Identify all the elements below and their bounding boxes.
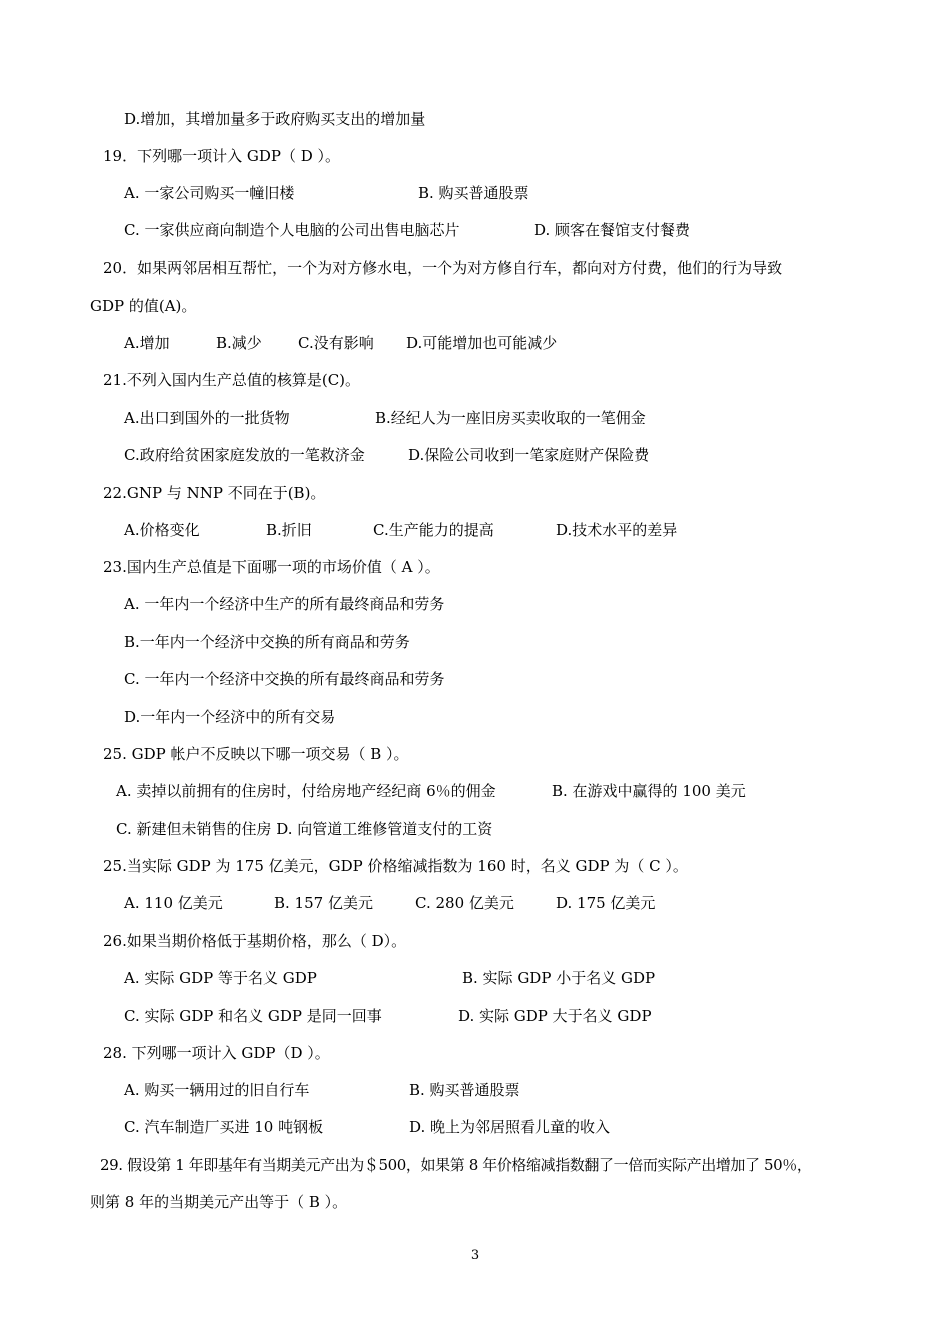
option-line: D.可能增加也可能减少 xyxy=(406,334,558,352)
question-29: 29. 假设第 1 年即基年有当期美元产出为＄500，如果第 8 年价格缩减指数翻了一倍而实际产出增加了 50％， xyxy=(100,1156,812,1174)
question-26: 26.如果当期价格低于基期价格，那么（ D）。 xyxy=(103,932,407,950)
option-line: A. 卖掉以前拥有的住房时，付给房地产经纪商 6％的佣金 xyxy=(116,782,496,800)
question-28: 28. 下列哪一项计入 GDP（D ）。 xyxy=(103,1044,330,1062)
option-line: C.没有影响 xyxy=(298,334,374,352)
option-line: A. 一家公司购买一幢旧楼 xyxy=(124,184,295,202)
option-line: D. 顾客在餐馆支付餐费 xyxy=(534,221,691,239)
option-line: D. 实际 GDP 大于名义 GDP xyxy=(458,1007,652,1025)
option-line: A.增加 xyxy=(124,334,170,352)
option-line: A.出口到国外的一批货物 xyxy=(124,409,290,427)
option-line: C. 280 亿美元 xyxy=(415,894,514,912)
option-line: B. 在游戏中赢得的 100 美元 xyxy=(552,782,746,800)
option-line: B. 157 亿美元 xyxy=(274,894,373,912)
option-line: A. 购买一辆用过的旧自行车 xyxy=(124,1081,310,1099)
option-line: A. 一年内一个经济中生产的所有最终商品和劳务 xyxy=(124,595,445,613)
option-line: C. 汽车制造厂买进 10 吨钢板 xyxy=(124,1118,324,1136)
option-line: B. 实际 GDP 小于名义 GDP xyxy=(462,969,656,987)
option-line: D.保险公司收到一笔家庭财产保险费 xyxy=(408,446,650,464)
question-20: 20．如果两邻居相互帮忙，一个为对方修水电，一个为对方修自行车，都向对方付费，他们的行为导致 xyxy=(103,259,783,277)
option-line: B.经纪人为一座旧房买卖收取的一笔佣金 xyxy=(375,409,646,427)
option-line: A.价格变化 xyxy=(124,521,200,539)
option-line: B. 购买普通股票 xyxy=(409,1081,520,1099)
option-line: B.减少 xyxy=(216,334,262,352)
option-line: B.折旧 xyxy=(266,521,312,539)
page-number: 3 xyxy=(470,1248,480,1263)
option-line: A. 实际 GDP 等于名义 GDP xyxy=(124,969,317,987)
text-line: D.增加，其增加量多于政府购买支出的增加量 xyxy=(124,110,426,128)
option-line: A. 110 亿美元 xyxy=(124,894,223,912)
question-22: 22.GNP 与 NNP 不同在于(B)。 xyxy=(103,484,326,502)
question-25b: 25.当实际 GDP 为 175 亿美元，GDP 价格缩减指数为 160 时，名义 GDP 为（ C ）。 xyxy=(103,857,688,875)
option-line: D.技术水平的差异 xyxy=(556,521,678,539)
option-line: C. 实际 GDP 和名义 GDP 是同一回事 xyxy=(124,1007,382,1025)
question-29-cont: 则第 8 年的当期美元产出等于（ B ）。 xyxy=(90,1193,348,1211)
option-line: D.一年内一个经济中的所有交易 xyxy=(124,708,336,726)
question-23: 23.国内生产总值是下面哪一项的市场价值（ A ）。 xyxy=(103,558,440,576)
option-line: C. 一年内一个经济中交换的所有最终商品和劳务 xyxy=(124,670,445,688)
question-20-cont: GDP 的值(A)。 xyxy=(90,297,197,315)
option-line: B.一年内一个经济中交换的所有商品和劳务 xyxy=(124,633,410,651)
option-line: B. 购买普通股票 xyxy=(418,184,529,202)
question-21: 21.不列入国内生产总值的核算是(C)。 xyxy=(103,371,361,389)
option-line: D. 晚上为邻居照看儿童的收入 xyxy=(409,1118,611,1136)
option-line: C.政府给贫困家庭发放的一笔救济金 xyxy=(124,446,365,464)
question-19: 19．下列哪一项计入 GDP（ D ）。 xyxy=(103,147,341,165)
option-line: C. 新建但未销售的住房 D. 向管道工维修管道支付的工资 xyxy=(116,820,493,838)
question-25a: 25. GDP 帐户不反映以下哪一项交易（ B ）。 xyxy=(103,745,409,763)
option-line: C.生产能力的提高 xyxy=(373,521,494,539)
option-line: C. 一家供应商向制造个人电脑的公司出售电脑芯片 xyxy=(124,221,460,239)
option-line: D. 175 亿美元 xyxy=(556,894,656,912)
